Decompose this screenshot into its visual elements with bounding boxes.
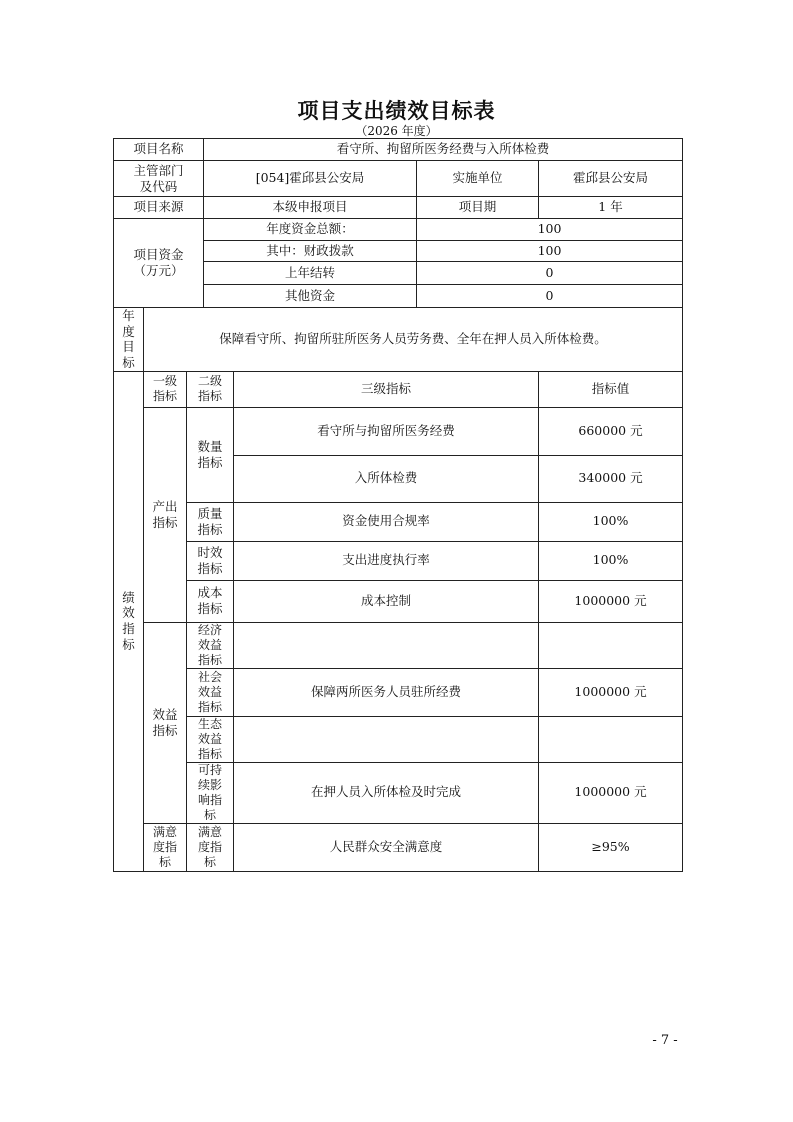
funds-carryover-value: 0: [417, 262, 683, 285]
department-value: [054]霍邱县公安局: [204, 161, 417, 197]
indicator-value: 1000000 元: [539, 668, 683, 716]
indicator-name: [234, 716, 539, 762]
indicator-name: 保障两所医务人员驻所经费: [234, 668, 539, 716]
department-row: [114, 161, 683, 197]
indicator-value: 1000000 元: [539, 580, 683, 622]
indicator-name: [234, 622, 539, 668]
indicator-value: 100%: [539, 541, 683, 580]
project-name-label: 项目名称: [114, 139, 204, 161]
quantity-indicator-label: 数量 指标: [187, 407, 234, 502]
indicator-name: 资金使用合规率: [234, 502, 539, 541]
social-benefit-label: 社会 效益 指标: [187, 668, 234, 716]
indicator-row: [114, 762, 683, 823]
satisfaction-level1-label: 满意 度指 标: [144, 823, 187, 871]
year-note: （2026 年度）: [355, 124, 438, 138]
value-header: 指标值: [539, 371, 683, 407]
period-value: 1 年: [539, 197, 683, 219]
indicator-value: ≥95%: [539, 823, 683, 871]
performance-indicators-label: 绩 效 指 标: [114, 371, 144, 871]
ecological-benefit-label: 生态 效益 指标: [187, 716, 234, 762]
economic-benefit-label: 经济 效益 指标: [187, 622, 234, 668]
annual-goal-row: [114, 308, 683, 372]
indicator-name: 看守所与拘留所医务经费: [234, 407, 539, 455]
funds-total-value: 100: [417, 219, 683, 241]
implementing-unit-value: 霍邱县公安局: [539, 161, 683, 197]
project-name-value: 看守所、拘留所医务经费与入所体检费: [204, 139, 683, 161]
output-indicator-label: 产出 指标: [144, 407, 187, 622]
indicator-value: [539, 622, 683, 668]
funds-total-label: 年度资金总额：: [204, 219, 417, 241]
indicator-name: 入所体检费: [234, 455, 539, 502]
funds-fiscal-label: 其中：财政拨款: [204, 241, 417, 262]
timeliness-indicator-label: 时效 指标: [187, 541, 234, 580]
funds-other-value: 0: [417, 285, 683, 308]
cost-indicator-label: 成本 指标: [187, 580, 234, 622]
indicator-value: 1000000 元: [539, 762, 683, 823]
annual-goal-label: 年 度 目 标: [114, 308, 144, 372]
indicator-row: [114, 716, 683, 762]
funds-carryover-label: 上年结转: [204, 262, 417, 285]
indicator-name: 人民群众安全满意度: [234, 823, 539, 871]
level2-header: 二级 指标: [187, 371, 234, 407]
quality-indicator-label: 质量 指标: [187, 502, 234, 541]
indicator-value: 660000 元: [539, 407, 683, 455]
funds-label: 项目资金 （万元）: [114, 219, 204, 308]
indicator-row: [114, 580, 683, 622]
funds-row: [114, 219, 683, 241]
source-label: 项目来源: [114, 197, 204, 219]
indicator-name: 支出进度执行率: [234, 541, 539, 580]
implementing-unit-label: 实施单位: [417, 161, 539, 197]
indicator-row: [114, 823, 683, 871]
page-number: - 7 -: [652, 1033, 678, 1048]
indicator-value: 340000 元: [539, 455, 683, 502]
satisfaction-level2-label: 满意 度指 标: [187, 823, 234, 871]
page-title: 项目支出绩效目标表: [297, 99, 496, 123]
indicator-name: 在押人员入所体检及时完成: [234, 762, 539, 823]
indicator-value: [539, 716, 683, 762]
indicator-value: 100%: [539, 502, 683, 541]
level3-header: 三级指标: [234, 371, 539, 407]
source-value: 本级申报项目: [204, 197, 417, 219]
indicator-row: [114, 622, 683, 668]
level1-header: 一级 指标: [144, 371, 187, 407]
period-label: 项目期: [417, 197, 539, 219]
indicator-name: 成本控制: [234, 580, 539, 622]
project-name-row: [114, 139, 683, 161]
performance-target-table: [113, 138, 683, 872]
indicator-header-row: [114, 371, 683, 407]
annual-goal-text: 保障看守所、拘留所驻所医务人员劳务费、全年在押人员入所体检费。: [144, 308, 683, 372]
department-label: 主管部门 及代码: [114, 161, 204, 197]
source-row: [114, 197, 683, 219]
sustainable-impact-label: 可持 续影 响指 标: [187, 762, 234, 823]
benefit-indicator-label: 效益 指标: [144, 622, 187, 823]
indicator-row: [114, 407, 683, 455]
indicator-row: [114, 502, 683, 541]
funds-other-label: 其他资金: [204, 285, 417, 308]
indicator-row: [114, 541, 683, 580]
indicator-row: [114, 668, 683, 716]
funds-fiscal-value: 100: [417, 241, 683, 262]
